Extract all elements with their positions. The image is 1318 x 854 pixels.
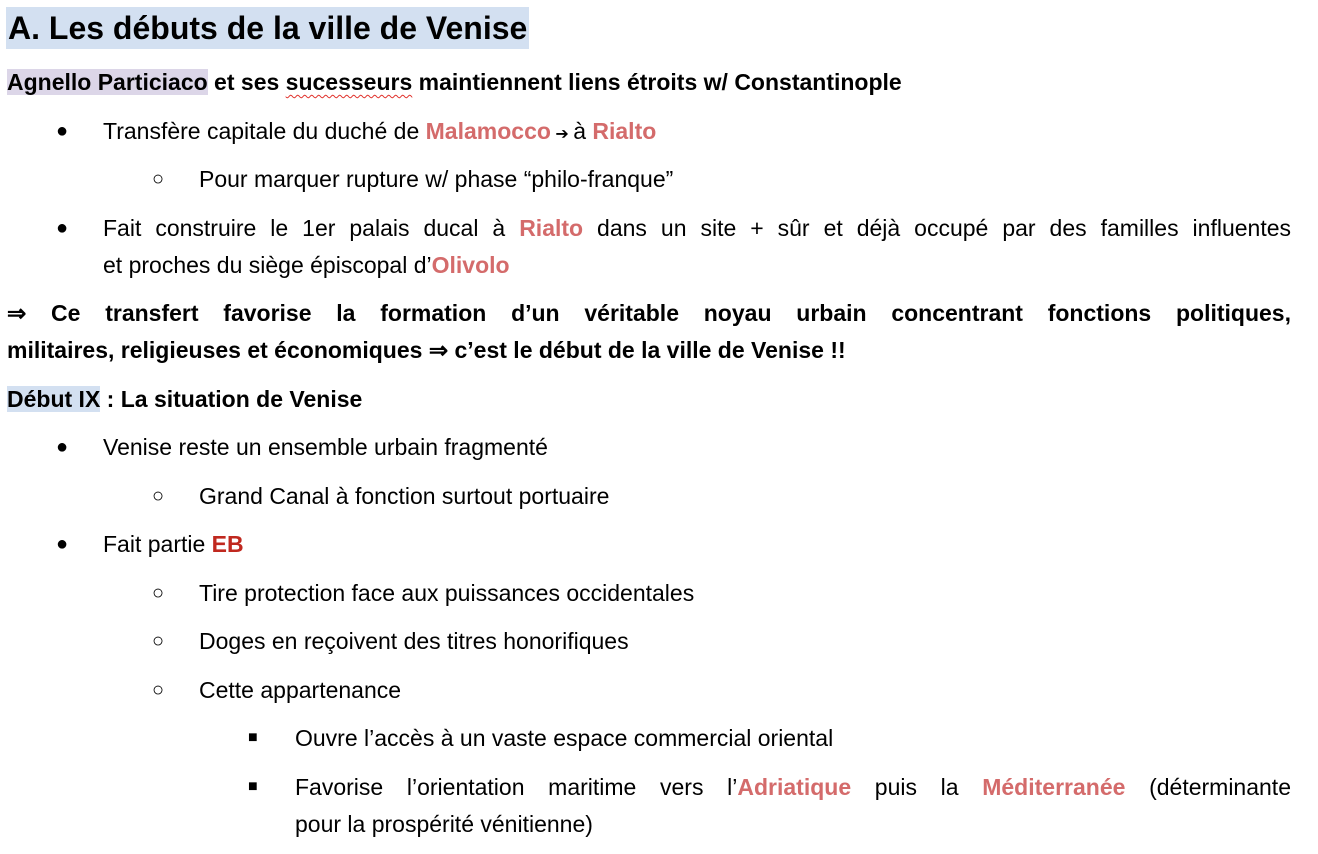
bullet-circle: ○ [152, 679, 165, 701]
bullet-square: ■ [248, 778, 258, 795]
list-item: Ouvre l’accès à un vaste espace commercial oriental [295, 725, 834, 751]
list-item: Doges en reçoivent des titres honorifiques [199, 628, 629, 654]
list-item [103, 529, 244, 559]
text: Favorise l’orientation maritime vers l’ [295, 774, 738, 800]
bullet-disc: ● [56, 217, 69, 239]
red-term: Olivolo [431, 252, 510, 278]
list-item: Venise reste un ensemble urbain fragmenté [103, 434, 548, 460]
text: Transfère capitale du duché de [103, 118, 426, 144]
text: et proches du siège épiscopal d’ [103, 252, 432, 278]
bullet-disc: ● [56, 120, 69, 142]
intro-line [7, 67, 902, 97]
text: à [573, 118, 593, 144]
text: Fait construire le 1er palais ducal à [103, 215, 520, 241]
bullet-circle: ○ [152, 485, 165, 507]
list-item [295, 772, 1291, 802]
list-item: Pour marquer rupture w/ phase “philo-franque” [199, 166, 674, 192]
text: : La situation de Venise [100, 386, 363, 412]
highlight-name: Agnello Particiaco [7, 69, 208, 95]
conclusion-line-2: militaires, religieuses et économiques ⇒ c’est le début de la ville de Venise !! [7, 337, 846, 363]
list-item-continued: pour la prospérité vénitienne) [295, 811, 593, 837]
red-term: Adriatique [737, 774, 852, 800]
red-term: Rialto [592, 118, 657, 144]
bullet-disc: ● [56, 533, 69, 555]
bullet-square: ■ [248, 729, 258, 746]
red-term: Malamocco [425, 118, 551, 144]
list-item [103, 213, 1291, 243]
list-item: Cette appartenance [199, 677, 402, 703]
subsection-heading [7, 384, 362, 414]
text: et ses [207, 69, 286, 95]
list-item: Grand Canal à fonction surtout portuaire [199, 483, 610, 509]
list-item: Tire protection face aux puissances occidentales [199, 580, 695, 606]
highlight-date: Début IX [7, 386, 101, 412]
text: Fait partie [103, 531, 212, 557]
text: dans un site + sûr et déjà occupé par des familles influentes [583, 215, 1292, 241]
bullet-disc: ● [56, 436, 69, 458]
bullet-circle: ○ [152, 630, 165, 652]
bullet-circle: ○ [152, 168, 165, 190]
misspelled-word[interactable]: sucesseurs [285, 69, 413, 95]
section-heading: A. Les débuts de la ville de Venise [6, 7, 529, 49]
arrow-icon: ➔ [550, 126, 574, 143]
conclusion-line-1: ⇒ Ce transfert favorise la formation d’un véritable noyau urbain concentrant fonctions politiques, [7, 300, 1291, 326]
red-term: EB [211, 531, 244, 557]
list-item [103, 116, 656, 150]
list-item-continued [103, 250, 510, 280]
red-term: Méditerranée [982, 774, 1126, 800]
bullet-circle: ○ [152, 582, 165, 604]
red-term: Rialto [519, 215, 584, 241]
text: maintiennent liens étroits w/ Constantinople [412, 69, 902, 95]
text: puis la [851, 774, 983, 800]
text: (déterminante [1125, 774, 1291, 800]
